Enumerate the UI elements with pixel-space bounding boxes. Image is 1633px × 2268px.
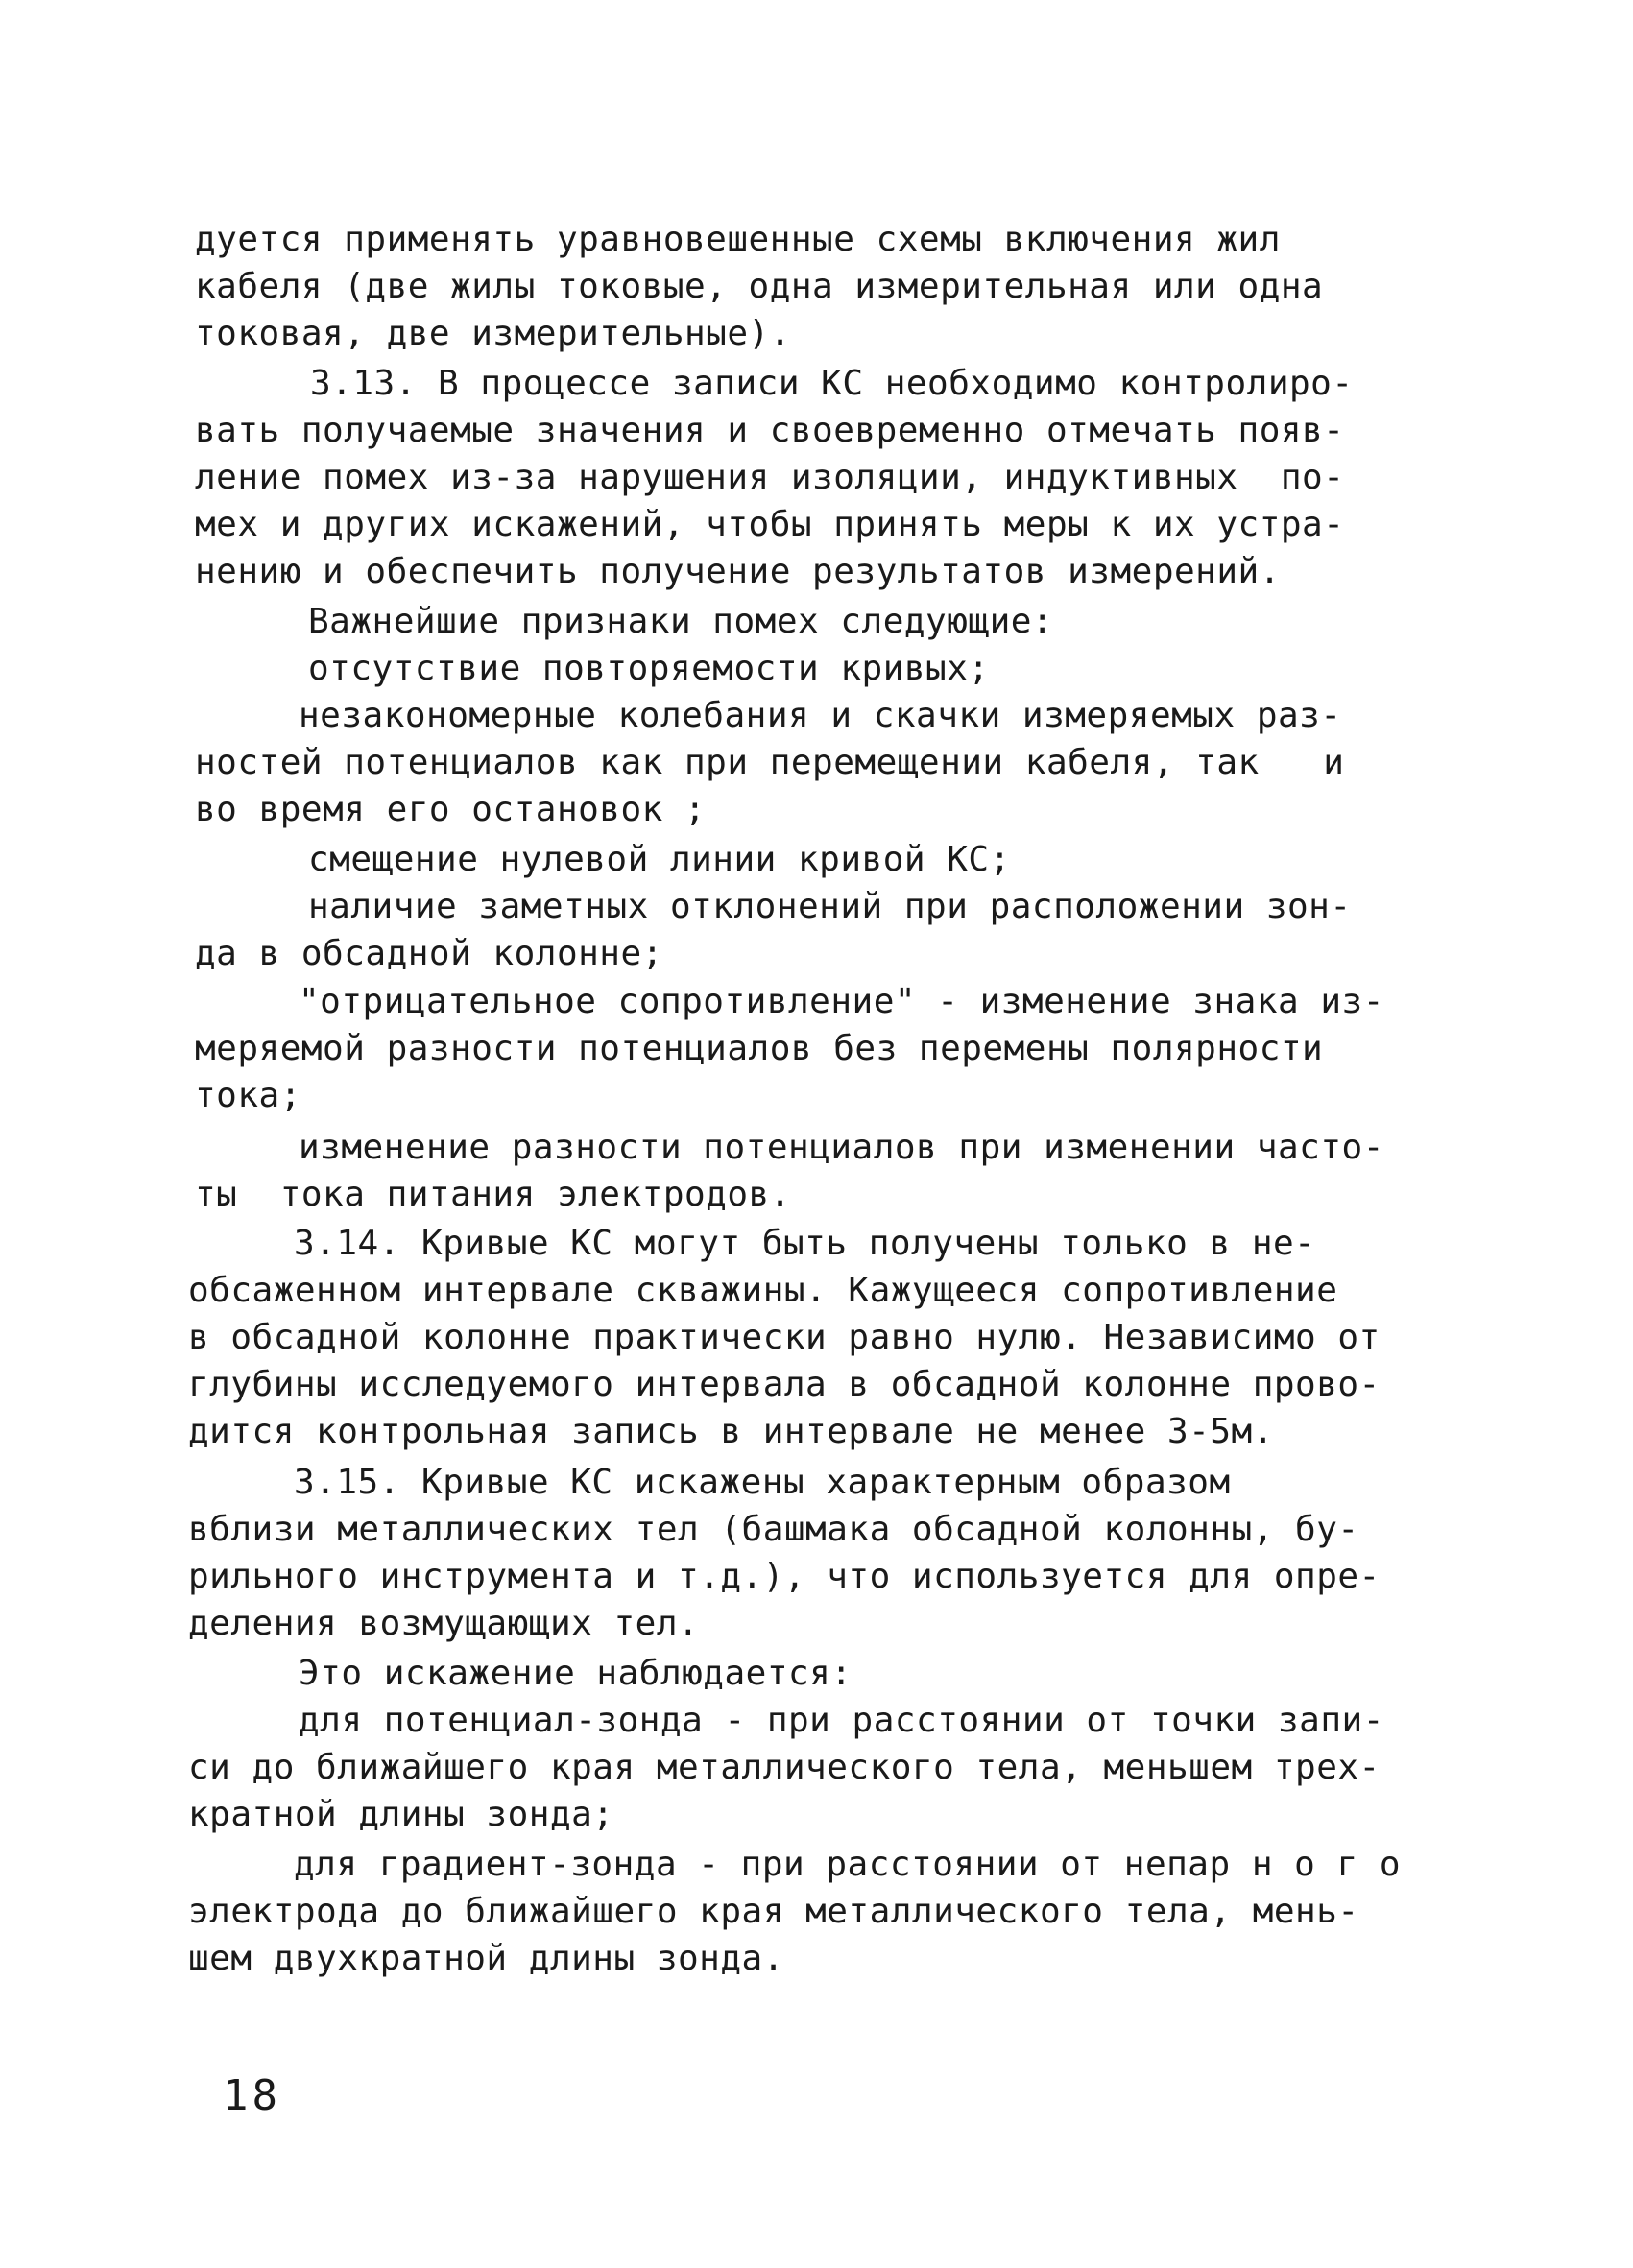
text-line: дуется применять уравновешенные схемы включения жил: [195, 220, 1281, 259]
list-item-line: для потенциал-зонда - при расстоянии от точки запи-: [299, 1701, 1384, 1740]
list-item-line: для градиент-зонда - при расстоянии от непар н о г о: [294, 1845, 1402, 1884]
text-line: тока;: [195, 1076, 301, 1115]
text-line: токовая, две измерительные).: [195, 314, 791, 353]
list-item-line: "отрицательное сопротивление" - изменение знака из-: [299, 982, 1384, 1021]
text-line: Важнейшие признаки помех следующие:: [308, 602, 1054, 641]
text-line: кратной длины зонда;: [188, 1795, 614, 1834]
list-item-line: незакономерные колебания и скачки измеряемых раз-: [299, 696, 1342, 735]
text-line: во время его остановок ;: [195, 790, 707, 829]
text-line: обсаженном интервале скважины. Кажущееся сопротивление: [188, 1271, 1338, 1310]
text-line: Это искажение наблюдается:: [299, 1654, 853, 1693]
text-line: кабеля (две жилы токовые, одна измерительная или одна: [195, 267, 1324, 306]
list-item-line: смещение нулевой линии кривой КС;: [308, 840, 1011, 879]
text-line: в обсадной колонне практически равно нулю. Независимо от: [188, 1318, 1381, 1357]
text-line: дится контрольная запись в интервале не менее 3-5м.: [188, 1412, 1274, 1451]
section-heading-line: 3.13. В процессе записи КС необходимо контролиро-: [310, 364, 1354, 403]
text-line: вблизи металлических тел (башмака обсадной колонны, бу-: [188, 1510, 1359, 1549]
text-line: глубины исследуемого интервала в обсадной колонне прово-: [188, 1365, 1381, 1404]
text-line: шем двухкратной длины зонда.: [188, 1939, 784, 1978]
text-line: электрода до ближайшего края металлического тела, мень-: [188, 1892, 1359, 1931]
text-line: си до ближайшего края металлического тела, меньшем трех-: [188, 1748, 1381, 1787]
text-line: рильного инструмента и т.д.), что используется для опре-: [188, 1557, 1381, 1596]
text-line: меряемой разности потенциалов без перемены полярности: [195, 1029, 1324, 1068]
text-line: нению и обеспечить получение результатов измерений.: [195, 552, 1281, 591]
list-item-line: наличие заметных отклонений при расположении зон-: [308, 887, 1352, 926]
section-heading-line: 3.15. Кривые КС искажены характерным образом: [294, 1463, 1231, 1502]
text-line: ностей потенциалов как при перемещении кабеля, так и: [195, 743, 1345, 782]
section-heading-line: 3.14. Кривые КС могут быть получены только в не-: [294, 1224, 1316, 1263]
text-line: ление помех из-за нарушения изоляции, индуктивных по-: [195, 458, 1345, 497]
text-line: мех и других искажений, чтобы принять меры к их устра-: [195, 505, 1345, 544]
text-line: да в обсадной колонне;: [195, 934, 663, 973]
text-line: деления возмущающих тел.: [188, 1604, 700, 1643]
list-item-line: изменение разности потенциалов при изменении часто-: [299, 1128, 1384, 1167]
list-item-line: отсутствие повторяемости кривых;: [308, 649, 990, 688]
text-line: вать получаемые значения и своевременно отмечать появ-: [195, 411, 1345, 450]
text-line: ты тока питания электродов.: [195, 1175, 791, 1214]
page-number: 18: [223, 2071, 281, 2120]
